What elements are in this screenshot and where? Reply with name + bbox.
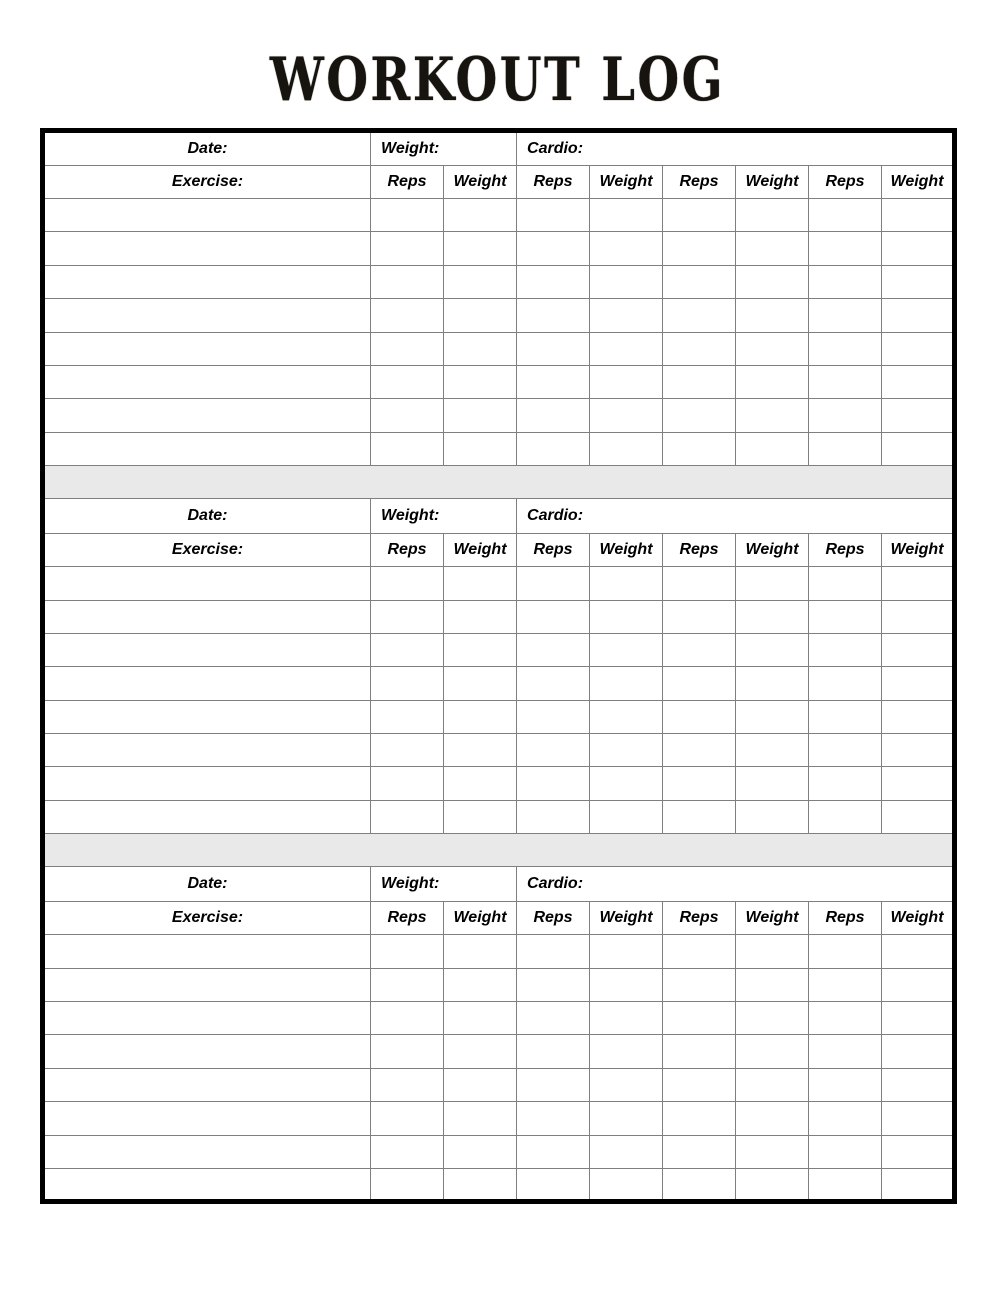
value-entry-cell	[371, 667, 444, 700]
blank-entry-row	[43, 567, 955, 600]
value-entry-cell	[371, 1002, 444, 1035]
exercise-entry-cell	[43, 1002, 371, 1035]
weight-header-cell: Weight	[444, 166, 517, 199]
value-entry-cell	[590, 935, 663, 968]
value-entry-cell	[809, 332, 882, 365]
exercise-entry-cell	[43, 265, 371, 298]
value-entry-cell	[736, 567, 809, 600]
workout-section-3	[43, 867, 955, 1202]
value-entry-cell	[736, 299, 809, 332]
value-entry-cell	[882, 633, 955, 666]
value-entry-cell	[882, 767, 955, 800]
cardio-label-cell: Cardio:	[517, 867, 955, 902]
value-entry-cell	[663, 1102, 736, 1135]
value-entry-cell	[517, 600, 590, 633]
value-entry-cell	[517, 1035, 590, 1068]
value-entry-cell	[444, 199, 517, 232]
value-entry-cell	[663, 332, 736, 365]
value-entry-cell	[736, 667, 809, 700]
reps-header-cell: Reps	[663, 902, 736, 935]
value-entry-cell	[663, 1035, 736, 1068]
exercise-entry-cell	[43, 1035, 371, 1068]
value-entry-cell	[371, 265, 444, 298]
weight-header-cell: Weight	[444, 902, 517, 935]
value-entry-cell	[517, 1002, 590, 1035]
separator-row	[43, 834, 955, 867]
value-entry-cell	[517, 567, 590, 600]
reps-header-cell: Reps	[371, 534, 444, 567]
value-entry-cell	[809, 767, 882, 800]
value-entry-cell	[371, 800, 444, 833]
value-entry-cell	[444, 1035, 517, 1068]
exercise-entry-cell	[43, 332, 371, 365]
blank-entry-row	[43, 1135, 955, 1168]
blank-entry-row	[43, 600, 955, 633]
value-entry-cell	[882, 1035, 955, 1068]
value-entry-cell	[371, 299, 444, 332]
value-entry-cell	[444, 1168, 517, 1201]
value-entry-cell	[371, 633, 444, 666]
reps-header-cell: Reps	[809, 902, 882, 935]
value-entry-cell	[371, 734, 444, 767]
reps-header-cell: Reps	[371, 166, 444, 199]
blank-entry-row	[43, 199, 955, 232]
value-entry-cell	[517, 299, 590, 332]
value-entry-cell	[517, 265, 590, 298]
section-meta-row	[43, 867, 955, 902]
value-entry-cell	[809, 667, 882, 700]
value-entry-cell	[590, 199, 663, 232]
blank-entry-row	[43, 265, 955, 298]
value-entry-cell	[590, 633, 663, 666]
weight-label-cell: Weight:	[371, 499, 517, 534]
blank-entry-row	[43, 1168, 955, 1201]
value-entry-cell	[736, 399, 809, 432]
value-entry-cell	[736, 767, 809, 800]
value-entry-cell	[736, 1068, 809, 1101]
value-entry-cell	[882, 567, 955, 600]
cardio-label-cell: Cardio:	[517, 131, 955, 166]
blank-entry-row	[43, 1102, 955, 1135]
weight-header-cell: Weight	[736, 902, 809, 935]
value-entry-cell	[663, 968, 736, 1001]
value-entry-cell	[444, 265, 517, 298]
reps-header-cell: Reps	[663, 534, 736, 567]
exercise-entry-cell	[43, 767, 371, 800]
value-entry-cell	[663, 1168, 736, 1201]
value-entry-cell	[663, 1135, 736, 1168]
value-entry-cell	[444, 633, 517, 666]
exercise-entry-cell	[43, 1168, 371, 1201]
value-entry-cell	[663, 700, 736, 733]
exercise-header-cell: Exercise:	[43, 534, 371, 567]
value-entry-cell	[882, 600, 955, 633]
value-entry-cell	[882, 1002, 955, 1035]
value-entry-cell	[590, 800, 663, 833]
value-entry-cell	[371, 1168, 444, 1201]
blank-entry-row	[43, 968, 955, 1001]
value-entry-cell	[517, 1102, 590, 1135]
exercise-entry-cell	[43, 734, 371, 767]
value-entry-cell	[882, 299, 955, 332]
value-entry-cell	[809, 1035, 882, 1068]
value-entry-cell	[736, 968, 809, 1001]
value-entry-cell	[590, 1068, 663, 1101]
value-entry-cell	[809, 600, 882, 633]
exercise-entry-cell	[43, 700, 371, 733]
date-label-cell: Date:	[43, 131, 371, 166]
value-entry-cell	[882, 332, 955, 365]
value-entry-cell	[882, 800, 955, 833]
value-entry-cell	[736, 432, 809, 465]
reps-header-cell: Reps	[517, 166, 590, 199]
weight-header-cell: Weight	[736, 166, 809, 199]
value-entry-cell	[371, 1035, 444, 1068]
value-entry-cell	[444, 232, 517, 265]
value-entry-cell	[663, 232, 736, 265]
value-entry-cell	[517, 399, 590, 432]
value-entry-cell	[444, 1135, 517, 1168]
value-entry-cell	[590, 1135, 663, 1168]
section-header-row	[43, 534, 955, 567]
value-entry-cell	[371, 232, 444, 265]
value-entry-cell	[444, 935, 517, 968]
value-entry-cell	[590, 734, 663, 767]
value-entry-cell	[809, 1135, 882, 1168]
section-header-row	[43, 166, 955, 199]
workout-section-2	[43, 499, 955, 834]
reps-header-cell: Reps	[371, 902, 444, 935]
separator-band	[43, 834, 955, 867]
weight-header-cell: Weight	[882, 534, 955, 567]
blank-entry-row	[43, 700, 955, 733]
value-entry-cell	[809, 199, 882, 232]
weight-header-cell: Weight	[444, 534, 517, 567]
value-entry-cell	[444, 332, 517, 365]
value-entry-cell	[882, 432, 955, 465]
value-entry-cell	[517, 332, 590, 365]
value-entry-cell	[444, 299, 517, 332]
value-entry-cell	[517, 700, 590, 733]
value-entry-cell	[517, 667, 590, 700]
value-entry-cell	[590, 265, 663, 298]
workout-section-1	[43, 131, 955, 466]
value-entry-cell	[371, 432, 444, 465]
cardio-label-cell: Cardio:	[517, 499, 955, 534]
value-entry-cell	[590, 232, 663, 265]
value-entry-cell	[371, 1135, 444, 1168]
value-entry-cell	[882, 700, 955, 733]
value-entry-cell	[371, 1102, 444, 1135]
value-entry-cell	[809, 1168, 882, 1201]
value-entry-cell	[736, 232, 809, 265]
value-entry-cell	[590, 365, 663, 398]
workout-log-table	[40, 128, 957, 1204]
exercise-entry-cell	[43, 567, 371, 600]
value-entry-cell	[736, 365, 809, 398]
exercise-entry-cell	[43, 1068, 371, 1101]
exercise-entry-cell	[43, 1102, 371, 1135]
value-entry-cell	[882, 935, 955, 968]
value-entry-cell	[809, 1102, 882, 1135]
value-entry-cell	[663, 567, 736, 600]
value-entry-cell	[590, 767, 663, 800]
value-entry-cell	[663, 767, 736, 800]
section-meta-row	[43, 131, 955, 166]
value-entry-cell	[590, 667, 663, 700]
value-entry-cell	[882, 365, 955, 398]
separator-row	[43, 466, 955, 499]
blank-entry-row	[43, 299, 955, 332]
value-entry-cell	[444, 1002, 517, 1035]
value-entry-cell	[517, 1068, 590, 1101]
blank-entry-row	[43, 232, 955, 265]
value-entry-cell	[736, 734, 809, 767]
weight-header-cell: Weight	[736, 534, 809, 567]
value-entry-cell	[882, 1135, 955, 1168]
value-entry-cell	[882, 199, 955, 232]
value-entry-cell	[809, 1068, 882, 1101]
value-entry-cell	[517, 633, 590, 666]
exercise-entry-cell	[43, 633, 371, 666]
value-entry-cell	[809, 365, 882, 398]
value-entry-cell	[736, 1002, 809, 1035]
value-entry-cell	[809, 968, 882, 1001]
value-entry-cell	[444, 700, 517, 733]
value-entry-cell	[517, 968, 590, 1001]
value-entry-cell	[736, 199, 809, 232]
value-entry-cell	[590, 567, 663, 600]
value-entry-cell	[663, 432, 736, 465]
value-entry-cell	[809, 700, 882, 733]
value-entry-cell	[663, 935, 736, 968]
value-entry-cell	[444, 767, 517, 800]
blank-entry-row	[43, 1068, 955, 1101]
value-entry-cell	[736, 332, 809, 365]
value-entry-cell	[590, 399, 663, 432]
value-entry-cell	[882, 265, 955, 298]
value-entry-cell	[371, 365, 444, 398]
value-entry-cell	[809, 567, 882, 600]
value-entry-cell	[736, 800, 809, 833]
value-entry-cell	[809, 299, 882, 332]
value-entry-cell	[882, 968, 955, 1001]
value-entry-cell	[371, 567, 444, 600]
weight-header-cell: Weight	[590, 534, 663, 567]
blank-entry-row	[43, 399, 955, 432]
value-entry-cell	[517, 734, 590, 767]
section-meta-row	[43, 499, 955, 534]
exercise-entry-cell	[43, 1135, 371, 1168]
value-entry-cell	[371, 199, 444, 232]
blank-entry-row	[43, 432, 955, 465]
value-entry-cell	[663, 633, 736, 666]
value-entry-cell	[517, 1135, 590, 1168]
value-entry-cell	[517, 767, 590, 800]
value-entry-cell	[736, 265, 809, 298]
weight-header-cell: Weight	[882, 166, 955, 199]
value-entry-cell	[736, 633, 809, 666]
exercise-entry-cell	[43, 199, 371, 232]
exercise-entry-cell	[43, 432, 371, 465]
blank-entry-row	[43, 667, 955, 700]
value-entry-cell	[444, 1068, 517, 1101]
value-entry-cell	[882, 232, 955, 265]
value-entry-cell	[663, 365, 736, 398]
value-entry-cell	[590, 1102, 663, 1135]
value-entry-cell	[882, 1068, 955, 1101]
value-entry-cell	[663, 734, 736, 767]
value-entry-cell	[882, 1168, 955, 1201]
value-entry-cell	[517, 199, 590, 232]
exercise-entry-cell	[43, 800, 371, 833]
value-entry-cell	[517, 232, 590, 265]
value-entry-cell	[590, 299, 663, 332]
value-entry-cell	[663, 1068, 736, 1101]
value-entry-cell	[517, 935, 590, 968]
exercise-entry-cell	[43, 399, 371, 432]
value-entry-cell	[736, 700, 809, 733]
value-entry-cell	[444, 365, 517, 398]
value-entry-cell	[444, 432, 517, 465]
value-entry-cell	[809, 432, 882, 465]
value-entry-cell	[736, 1035, 809, 1068]
blank-entry-row	[43, 633, 955, 666]
value-entry-cell	[736, 935, 809, 968]
section-header-row	[43, 902, 955, 935]
value-entry-cell	[590, 968, 663, 1001]
reps-header-cell: Reps	[663, 166, 736, 199]
date-label-cell: Date:	[43, 867, 371, 902]
exercise-header-cell: Exercise:	[43, 902, 371, 935]
value-entry-cell	[809, 232, 882, 265]
exercise-header-cell: Exercise:	[43, 166, 371, 199]
blank-entry-row	[43, 1002, 955, 1035]
blank-entry-row	[43, 332, 955, 365]
value-entry-cell	[517, 1168, 590, 1201]
value-entry-cell	[444, 567, 517, 600]
value-entry-cell	[444, 734, 517, 767]
value-entry-cell	[882, 1102, 955, 1135]
weight-label-cell: Weight:	[371, 867, 517, 902]
reps-header-cell: Reps	[517, 902, 590, 935]
value-entry-cell	[444, 399, 517, 432]
value-entry-cell	[590, 700, 663, 733]
value-entry-cell	[809, 800, 882, 833]
exercise-entry-cell	[43, 600, 371, 633]
reps-header-cell: Reps	[809, 534, 882, 567]
value-entry-cell	[663, 600, 736, 633]
reps-header-cell: Reps	[517, 534, 590, 567]
value-entry-cell	[371, 767, 444, 800]
value-entry-cell	[590, 1002, 663, 1035]
value-entry-cell	[590, 432, 663, 465]
value-entry-cell	[590, 1035, 663, 1068]
page-title	[0, 44, 994, 116]
value-entry-cell	[663, 667, 736, 700]
section-separator-1	[43, 466, 955, 499]
separator-band	[43, 466, 955, 499]
reps-header-cell: Reps	[809, 166, 882, 199]
value-entry-cell	[809, 265, 882, 298]
exercise-entry-cell	[43, 935, 371, 968]
value-entry-cell	[736, 1102, 809, 1135]
weight-label-cell: Weight:	[371, 131, 517, 166]
section-separator-2	[43, 834, 955, 867]
weight-header-cell: Weight	[882, 902, 955, 935]
value-entry-cell	[371, 968, 444, 1001]
exercise-entry-cell	[43, 968, 371, 1001]
exercise-entry-cell	[43, 299, 371, 332]
value-entry-cell	[444, 800, 517, 833]
blank-entry-row	[43, 935, 955, 968]
value-entry-cell	[809, 633, 882, 666]
exercise-entry-cell	[43, 232, 371, 265]
blank-entry-row	[43, 767, 955, 800]
value-entry-cell	[809, 935, 882, 968]
value-entry-cell	[809, 734, 882, 767]
value-entry-cell	[663, 265, 736, 298]
weight-header-cell: Weight	[590, 166, 663, 199]
value-entry-cell	[590, 1168, 663, 1201]
value-entry-cell	[663, 399, 736, 432]
value-entry-cell	[444, 1102, 517, 1135]
value-entry-cell	[517, 800, 590, 833]
value-entry-cell	[663, 1002, 736, 1035]
weight-header-cell: Weight	[590, 902, 663, 935]
value-entry-cell	[517, 432, 590, 465]
value-entry-cell	[882, 399, 955, 432]
page-title-text: WORKOUT LOG	[269, 45, 725, 115]
value-entry-cell	[371, 935, 444, 968]
blank-entry-row	[43, 800, 955, 833]
value-entry-cell	[371, 1068, 444, 1101]
value-entry-cell	[736, 600, 809, 633]
value-entry-cell	[882, 734, 955, 767]
value-entry-cell	[517, 365, 590, 398]
value-entry-cell	[663, 800, 736, 833]
value-entry-cell	[882, 667, 955, 700]
value-entry-cell	[736, 1135, 809, 1168]
value-entry-cell	[736, 1168, 809, 1201]
value-entry-cell	[444, 600, 517, 633]
value-entry-cell	[371, 600, 444, 633]
date-label-cell: Date:	[43, 499, 371, 534]
value-entry-cell	[444, 667, 517, 700]
exercise-entry-cell	[43, 365, 371, 398]
blank-entry-row	[43, 734, 955, 767]
value-entry-cell	[444, 968, 517, 1001]
value-entry-cell	[371, 332, 444, 365]
exercise-entry-cell	[43, 667, 371, 700]
value-entry-cell	[809, 399, 882, 432]
value-entry-cell	[371, 700, 444, 733]
value-entry-cell	[371, 399, 444, 432]
value-entry-cell	[590, 600, 663, 633]
value-entry-cell	[809, 1002, 882, 1035]
value-entry-cell	[590, 332, 663, 365]
blank-entry-row	[43, 365, 955, 398]
value-entry-cell	[663, 299, 736, 332]
blank-entry-row	[43, 1035, 955, 1068]
value-entry-cell	[663, 199, 736, 232]
